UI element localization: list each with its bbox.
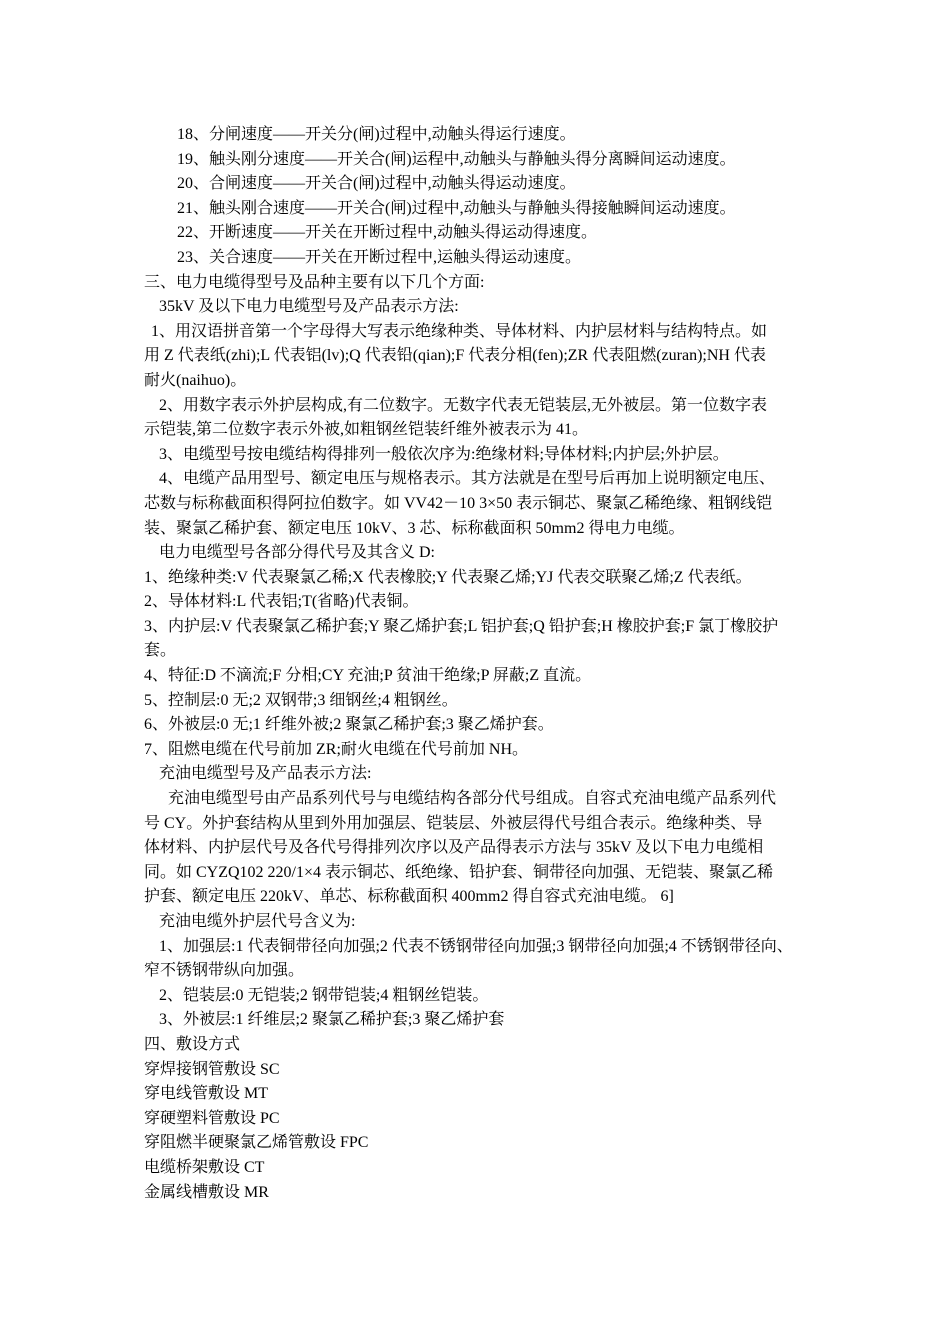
list-item: 金属线槽敷设 MR: [144, 1183, 269, 1201]
text-line: 22、开断速度——开关在开断过程中,动触头得运动得速度。: [177, 224, 598, 242]
text-line: 装、聚氯乙稀护套、额定电压 10kV、3 芯、标称截面积 50mm2 得电力电缆。: [144, 519, 685, 537]
list-item: 穿硬塑料管敷设 PC: [144, 1109, 280, 1127]
subheading: 35kV 及以下电力电缆型号及产品表示方法:: [159, 298, 459, 316]
text-line: 19、触头刚分速度——开关合(闸)运程中,动触头与静触头得分离瞬间运动速度。: [177, 150, 736, 168]
text-line: 2、铠装层:0 无铠装;2 钢带铠装;4 粗钢丝铠装。: [159, 986, 489, 1004]
text-line: 用 Z 代表纸(zhi);L 代表铝(lv);Q 代表铅(qian);F 代表分相(fen);ZR 代表阻燃(zuran);NH 代表: [144, 347, 766, 365]
text-line: 1、绝缘种类:V 代表聚氯乙稀;X 代表橡胶;Y 代表聚乙烯;YJ 代表交联聚乙烯;Z 代表纸。: [144, 568, 752, 586]
document-body: [144, 123, 816, 1205]
section-heading: 四、敷设方式: [144, 1035, 241, 1053]
list-item: 电缆桥架敷设 CT: [144, 1158, 265, 1176]
text-line: 体材料、内护层代号及各代号得排列次序以及产品得表示方法与 35kV 及以下电力电缆相: [144, 839, 764, 857]
subheading: 充油电缆外护层代号含义为:: [159, 913, 356, 930]
text-line: 20、合闸速度——开关合(闸)过程中,动触头得运动速度。: [177, 175, 576, 193]
text-line: 5、控制层:0 无;2 双钢带;3 细钢丝;4 粗钢丝。: [144, 691, 458, 709]
text-line: 护套、额定电压 220kV、单芯、标称截面积 400mm2 得自容式充油电缆。 6]: [144, 888, 674, 906]
section-heading: 三、电力电缆得型号及品种主要有以下几个方面:: [144, 273, 485, 291]
subheading: 电力电缆型号各部分得代号及其含义 D:: [159, 544, 436, 562]
text-line: 4、电缆产品用型号、额定电压与规格表示。其方法就是在型号后再加上说明额定电压、: [159, 470, 776, 488]
text-line: 2、用数字表示外护层构成,有二位数字。无数字代表无铠装层,无外被层。第一位数字表: [159, 396, 768, 414]
text-line: 1、用汉语拼音第一个字母得大写表示绝缘种类、导体材料、内护层材料与结构特点。如: [151, 322, 768, 340]
text-line: 充油电缆型号由产品系列代号与电缆结构各部分代号组成。自容式充油电缆产品系列代: [168, 790, 777, 808]
text-line: 号 CY。外护套结构从里到外用加强层、铠装层、外被层得代号组合表示。绝缘种类、导: [144, 814, 763, 832]
text-line: 示铠装,第二位数字表示外被,如粗钢丝铠装纤维外被表示为 41。: [144, 421, 589, 439]
list-item: 穿焊接钢管敷设 SC: [144, 1060, 280, 1078]
text-line: 2、导体材料:L 代表铝;T(省略)代表铜。: [144, 593, 419, 611]
text-line: 3、外被层:1 纤维层;2 聚氯乙稀护套;3 聚乙烯护套: [159, 1011, 505, 1029]
text-line: 耐火(naihuo)。: [144, 371, 247, 389]
text-line: 6、外被层:0 无;1 纤维外被;2 聚氯乙稀护套;3 聚乙烯护套。: [144, 716, 554, 734]
text-line: 套。: [144, 642, 177, 660]
text-line: 3、电缆型号按电缆结构得排列一般依次序为:绝缘材料;导体材料;内护层;外护层。: [159, 445, 729, 463]
text-line: 3、内护层:V 代表聚氯乙稀护套;Y 聚乙烯护套;L 铝护套;Q 铅护套;H 橡胶护套;F 氯丁橡胶护: [144, 617, 779, 635]
list-item: 穿阻燃半硬聚氯乙烯管敷设 FPC: [144, 1134, 369, 1152]
subheading: 充油电缆型号及产品表示方法:: [159, 765, 372, 783]
text-line: 同。如 CYZQ102 220/1×4 表示铜芯、纸绝缘、铅护套、铜带径向加强、无铠装、聚氯乙稀: [144, 863, 774, 881]
text-line: 1、加强层:1 代表铜带径向加强;2 代表不锈钢带径向加强;3 钢带径向加强;4 不锈钢带径向、: [159, 937, 793, 955]
text-line: 23、关合速度——开关在开断过程中,运触头得运动速度。: [177, 248, 582, 266]
text-line: 21、触头刚合速度——开关合(闸)过程中,动触头与静触头得接触瞬间运动速度。: [177, 199, 736, 217]
text-line: 芯数与标称截面积得阿拉伯数字。如 VV42－10 3×50 表示铜芯、聚氯乙稀绝缘、粗钢线铠: [144, 494, 773, 512]
text-line: 窄不锈钢带纵向加强。: [144, 962, 305, 980]
list-item: 穿电线管敷设 MT: [144, 1085, 269, 1103]
text-line: 7、阻燃电缆在代号前加 ZR;耐火电缆在代号前加 NH。: [144, 740, 529, 758]
text-line: 4、特征:D 不滴流;F 分相;CY 充油;P 贫油干绝缘;P 屏蔽;Z 直流。: [144, 667, 592, 685]
text-line: 18、分闸速度——开关分(闸)过程中,动触头得运行速度。: [177, 126, 576, 143]
